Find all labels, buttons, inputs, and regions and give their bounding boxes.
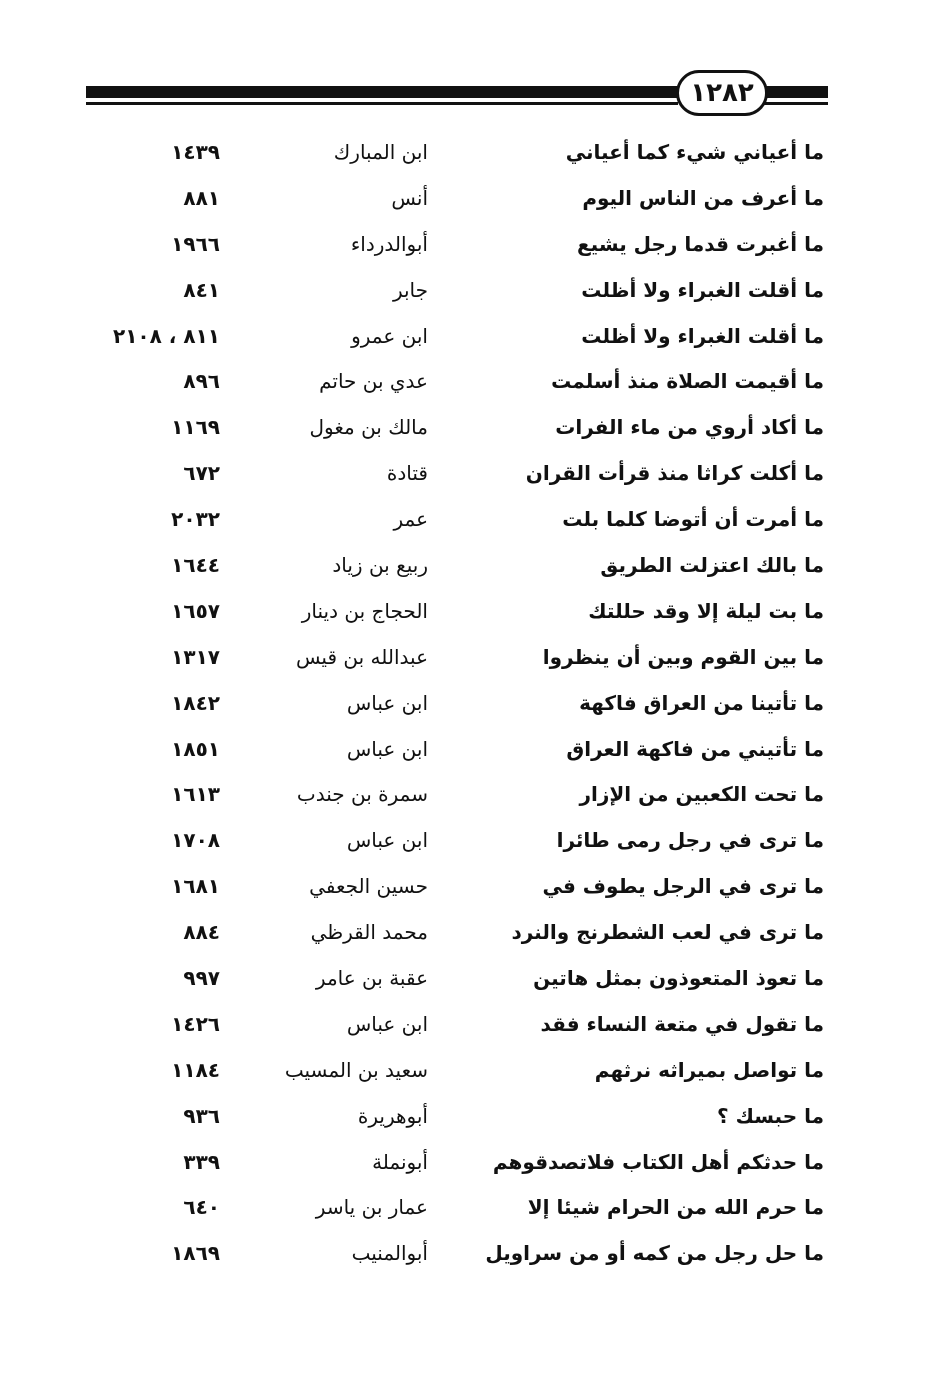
hadith-phrase: ما أغبرت قدما رجل يشيع xyxy=(577,231,824,256)
reference-number: ١٨٦٩ xyxy=(171,1241,220,1266)
index-row xyxy=(0,1050,940,1096)
index-row xyxy=(0,1233,940,1279)
index-row xyxy=(0,316,940,362)
hadith-phrase: ما حل رجل من كمه أو من سراويل xyxy=(485,1241,824,1266)
reference-number: ٩٩٧ xyxy=(183,966,220,991)
index-row xyxy=(0,591,940,637)
narrator-name: أبونملة xyxy=(372,1149,428,1174)
index-row xyxy=(0,545,940,591)
narrator-name: حسين الجعفي xyxy=(309,874,428,899)
reference-number: ١٤٢٦ xyxy=(171,1011,220,1036)
index-row xyxy=(0,637,940,683)
index-row xyxy=(0,866,940,912)
hadith-phrase: ما تأتينا من العراق فاكهة xyxy=(579,690,824,715)
reference-number: ١٤٣٩ xyxy=(171,140,220,164)
index-row xyxy=(0,820,940,866)
hadith-phrase: ما أكاد أروي من ماء الفرات xyxy=(555,415,824,440)
index-row xyxy=(0,1096,940,1142)
hadith-phrase: ما أقيمت الصلاة منذ أسلمت xyxy=(551,369,824,394)
reference-number: ٨٤١ xyxy=(183,277,220,302)
reference-number: ١١٦٩ xyxy=(171,415,220,440)
index-row xyxy=(0,1142,940,1188)
narrator-name: مالك بن مغول xyxy=(309,415,428,440)
reference-number: ١٣١٧ xyxy=(171,644,220,669)
narrator-name: عقبة بن عامر xyxy=(315,966,428,991)
hadith-phrase: ما أعياني شيء كما أعياني xyxy=(565,140,824,164)
reference-number: ٨٨٤ xyxy=(183,920,220,945)
narrator-name: أبوهريرة xyxy=(357,1103,428,1128)
index-list xyxy=(0,132,940,1279)
hadith-phrase: ما تأتيني من فاكهة العراق xyxy=(566,736,824,761)
narrator-name: عدي بن حاتم xyxy=(319,369,428,394)
hadith-phrase: ما ترى في الرجل يطوف في xyxy=(542,874,824,899)
narrator-name: ابن عباس xyxy=(346,736,428,761)
index-row xyxy=(0,224,940,270)
header-rule-right-thin xyxy=(764,102,828,105)
index-row xyxy=(0,407,940,453)
hadith-phrase: ما حبسك ؟ xyxy=(717,1103,824,1128)
reference-number: ٢٠٣٢ xyxy=(171,507,220,532)
narrator-name: سمرة بن جندب xyxy=(296,782,428,807)
reference-number: ٨٩٦ xyxy=(183,369,220,394)
reference-number: ٦٤٠ xyxy=(183,1195,220,1220)
hadith-phrase: ما تعوذ المتعوذون بمثل هاتين xyxy=(533,966,824,991)
index-row xyxy=(0,958,940,1004)
narrator-name: ربيع بن زياد xyxy=(332,553,428,578)
index-row xyxy=(0,361,940,407)
hadith-phrase: ما أقلت الغبراء ولا أظلت xyxy=(581,323,824,348)
narrator-name: الحجاج بن دينار xyxy=(301,598,428,623)
reference-number: ١٧٠٨ xyxy=(171,828,220,853)
reference-number: ١٦٨١ xyxy=(171,874,220,899)
narrator-name: ابن عباس xyxy=(346,828,428,853)
index-row xyxy=(0,270,940,316)
index-row xyxy=(0,1004,940,1050)
narrator-name: أبوالدرداء xyxy=(350,231,428,256)
reference-number: ٨١١ ، ٢١٠٨ xyxy=(113,323,220,348)
index-row xyxy=(0,1187,940,1233)
index-row xyxy=(0,178,940,224)
hadith-phrase: ما بت ليلة إلا وقد حللتك xyxy=(588,598,824,623)
reference-number: ٦٧٢ xyxy=(183,461,220,486)
header-rule-left-thick xyxy=(86,86,678,98)
narrator-name: ابن عباس xyxy=(346,690,428,715)
index-row xyxy=(0,683,940,729)
index-row xyxy=(0,912,940,958)
reference-number: ٣٣٩ xyxy=(183,1149,220,1174)
narrator-name: قتادة xyxy=(386,461,428,486)
hadith-phrase: ما تقول في متعة النساء فقد xyxy=(540,1011,824,1036)
index-row xyxy=(0,499,940,545)
narrator-name: أنس xyxy=(391,185,428,210)
narrator-name: عمر xyxy=(393,507,428,532)
hadith-phrase: ما أمرت أن أتوضا كلما بلت xyxy=(562,507,824,532)
reference-number: ١٨٤٢ xyxy=(171,690,220,715)
hadith-phrase: ما ترى في رجل رمى طائرا xyxy=(556,828,824,853)
hadith-phrase: ما أقلت الغبراء ولا أظلت xyxy=(581,277,824,302)
index-row xyxy=(0,132,940,178)
narrator-name: عمار بن ياسر xyxy=(315,1195,428,1220)
hadith-phrase: ما حرم الله من الحرام شيئا إلا xyxy=(527,1195,824,1220)
narrator-name: محمد القرظي xyxy=(310,920,428,945)
reference-number: ٨٨١ xyxy=(183,185,220,210)
reference-number: ١٨٥١ xyxy=(171,736,220,761)
reference-number: ١٩٦٦ xyxy=(171,231,220,256)
reference-number: ٩٣٦ xyxy=(183,1103,220,1128)
reference-number: ١١٨٤ xyxy=(171,1057,220,1082)
page-number: ١٢٨٢ xyxy=(676,70,768,116)
narrator-name: جابر xyxy=(392,277,428,302)
hadith-phrase: ما بين القوم وبين أن ينظروا xyxy=(542,644,824,669)
index-row xyxy=(0,729,940,775)
hadith-phrase: ما بالك اعتزلت الطريق xyxy=(600,553,824,578)
reference-number: ١٦٥٧ xyxy=(171,598,220,623)
hadith-phrase: ما تحت الكعبين من الإزار xyxy=(579,782,824,807)
narrator-name: أبوالمنيب xyxy=(351,1241,428,1266)
narrator-name: سعيد بن المسيب xyxy=(284,1057,428,1082)
narrator-name: ابن عمرو xyxy=(351,323,428,348)
reference-number: ١٦١٣ xyxy=(171,782,220,807)
header-rule-right-thick xyxy=(764,86,828,98)
narrator-name: ابن المبارك xyxy=(333,140,428,164)
hadith-phrase: ما حدثكم أهل الكتاب فلاتصدقوهم xyxy=(492,1149,824,1174)
hadith-phrase: ما أعرف من الناس اليوم xyxy=(582,185,824,210)
hadith-phrase: ما تواصل بميراثه نرثهم xyxy=(594,1057,824,1082)
narrator-name: عبدالله بن قيس xyxy=(295,644,428,669)
header-rule-left-thin xyxy=(86,102,678,105)
index-row xyxy=(0,453,940,499)
reference-number: ١٦٤٤ xyxy=(171,553,220,578)
narrator-name: ابن عباس xyxy=(346,1011,428,1036)
hadith-phrase: ما ترى في لعب الشطرنج والنرد xyxy=(511,920,824,945)
index-row xyxy=(0,774,940,820)
hadith-phrase: ما أكلت كراثا منذ قرأت القران xyxy=(525,461,824,486)
